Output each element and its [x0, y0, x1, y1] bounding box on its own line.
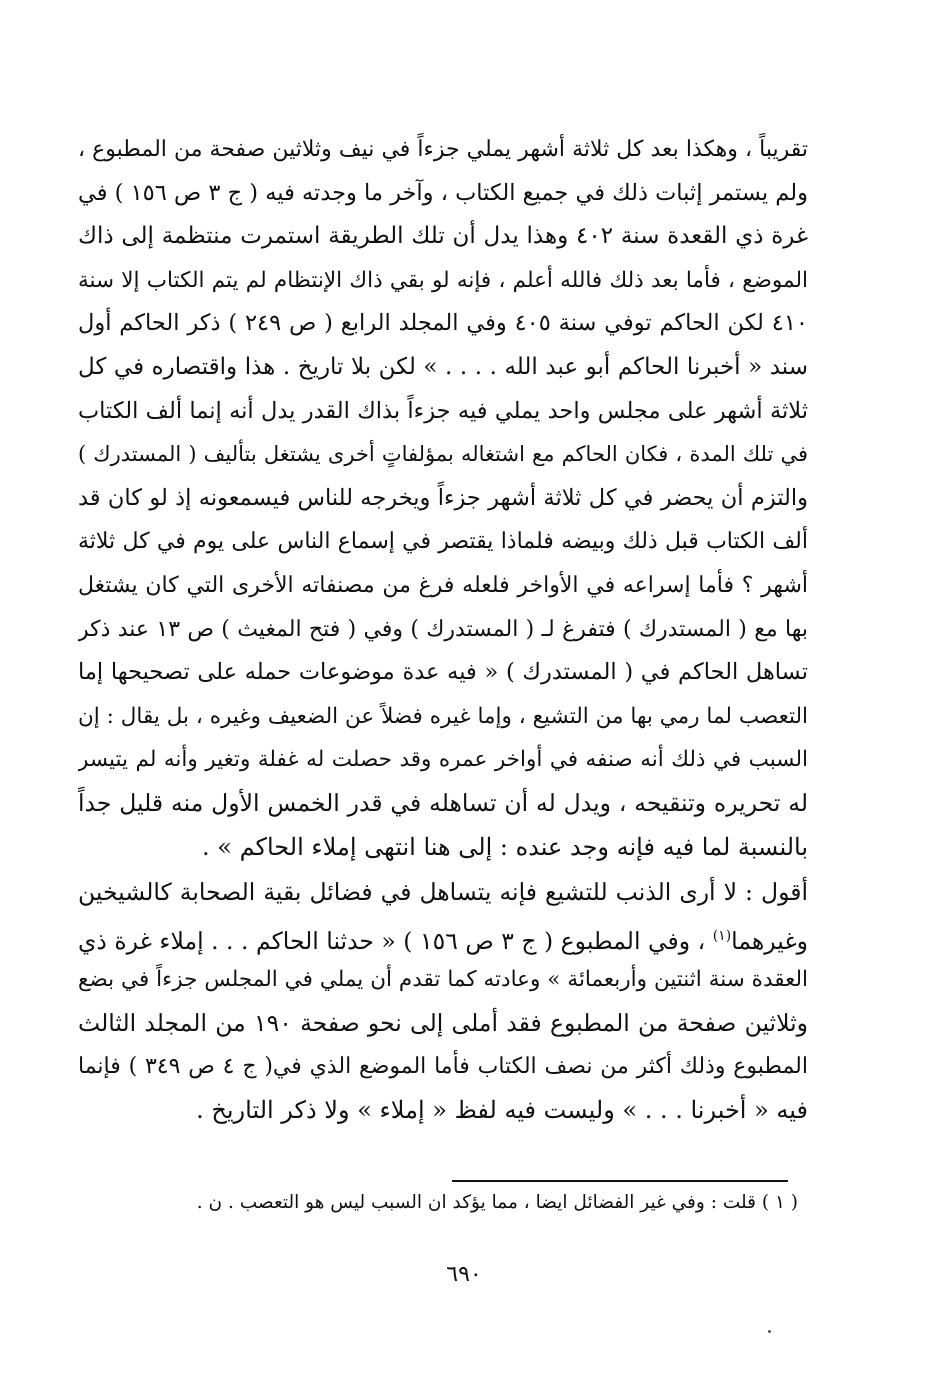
text-line: في تلك المدة ، فكان الحاكم مع اشتغاله بمؤلفاتٍ أخرى يشتغل بتأليف ( المستدرك ) — [78, 442, 808, 467]
page-number: ٦٩٠ — [446, 1262, 482, 1287]
text-fragment: ، وفي المطبوع ( ج ٣ ص ١٥٦ ) « حدثنا الحاكم . . . إملاء غرة ذي — [78, 926, 713, 955]
text-fragment: وغيرهما — [731, 926, 808, 955]
text-line: المطبوع وذلك أكثر من نصف الكتاب فأما الموضع الذي في( ج ٤ ص ٣٤٩ ) فإنما — [78, 1054, 808, 1080]
text-line: ٤١٠ لكن الحاكم توفي سنة ٤٠٥ وفي المجلد الرابع ( ص ٢٤٩ ) ذكر الحاكم أول — [78, 310, 808, 337]
text-line: تساهل الحاكم في ( المستدرك ) « فيه عدة موضوعات حمله على تصحيحها إما — [78, 659, 808, 686]
text-line: ثلاثة أشهر على مجلس واحد يملي فيه جزءاً بذاك القدر يدل أنه إنما ألف الكتاب — [78, 397, 808, 424]
text-line: سند « أخبرنا الحاكم أبو عبد الله . . . . » لكن بلا تاريخ . هذا واقتصاره في كل — [78, 353, 808, 380]
text-line: بالنسبة لما فيه فإنه وجد عنده : إلى هنا انتهى إملاء الحاكم » . — [202, 832, 808, 861]
text-line: أقول : لا أرى الذنب للتشيع فإنه يتساهل في فضائل بقية الصحابة كالشيخين — [78, 878, 808, 907]
text-line: والتزم أن يحضر في كل ثلاثة أشهر جزءاً ويخرجه للناس فيسمعونه إذ لو كان قد — [78, 484, 808, 511]
text-line: تقريباً ، وهكذا بعد كل ثلاثة أشهر يملي جزءاً في نيف وثلاثين صفحة من المطبوع ، — [78, 137, 808, 162]
footnote-marker: (١) — [712, 927, 732, 944]
scan-speck — [768, 1330, 771, 1333]
footnote: ( ١ ) قلت : وفي غير الفضائل ايضا ، مما يؤكد ان السبب ليس هو التعصب . ن . — [196, 1192, 798, 1213]
text-line: غرة ذي القعدة سنة ٤٠٢ وهذا يدل أن تلك الطريقة استمرت منتظمة إلى ذاك — [78, 223, 808, 250]
text-line: ألف الكتاب قبل ذلك وبيضه فلماذا يقتصر في إسماع الناس على يوم في كل ثلاثة — [78, 529, 808, 555]
text-line — [78, 915, 808, 959]
text-line: أشهر ؟ فأما إسراعه في الأواخر فلعله فرغ من مصنفاته الأخرى التي كان يشتغل — [78, 572, 808, 598]
text-line: وثلاثين صفحة من المطبوع فقد أملى إلى نحو صفحة ١٩٠ من المجلد الثالث — [78, 1008, 808, 1037]
main-text — [78, 128, 808, 1133]
paragraph-2 — [78, 871, 808, 1133]
paragraph-1 — [78, 128, 808, 869]
text-line: السبب في ذلك أنه صنفه في أواخر عمره وقد حصلت له غفلة وتغير وأنه لم يتيسر — [78, 747, 808, 773]
text-line: له تحريره وتنقيحه ، ويدل له أن تساهله في قدر الخمس الأول منه قليل جداً — [78, 788, 808, 817]
text-line: التعصب لما رمي بها من التشيع ، وإما غيره فضلاً عن الضعيف وغيره ، بل يقال : إن — [78, 703, 808, 729]
text-line: بها مع ( المستدرك ) فتفرغ لـ ( المستدرك ) وفي ( فتح المغيث ) ص ١٣ عند ذكر — [78, 616, 808, 642]
text-line: الموضع ، فأما بعد ذلك فالله أعلم ، فإنه لو بقي ذاك الإنتظام لم يتم الكتاب إلا سنة — [78, 267, 808, 293]
text-line: العقدة سنة اثنتين وأربعمائة » وعادته كما تقدم أن يملي في المجلس جزءاً في بضع — [78, 967, 808, 993]
text-line: ولم يستمر إثبات ذلك في جميع الكتاب ، وآخر ما وجدته فيه ( ج ٣ ص ١٥٦ ) في — [78, 179, 808, 206]
text-line: فيه « أخبرنا . . . » وليست فيه لفظ « إملاء » ولا ذكر التاريخ . — [196, 1096, 808, 1125]
footnote-divider — [452, 1180, 788, 1182]
